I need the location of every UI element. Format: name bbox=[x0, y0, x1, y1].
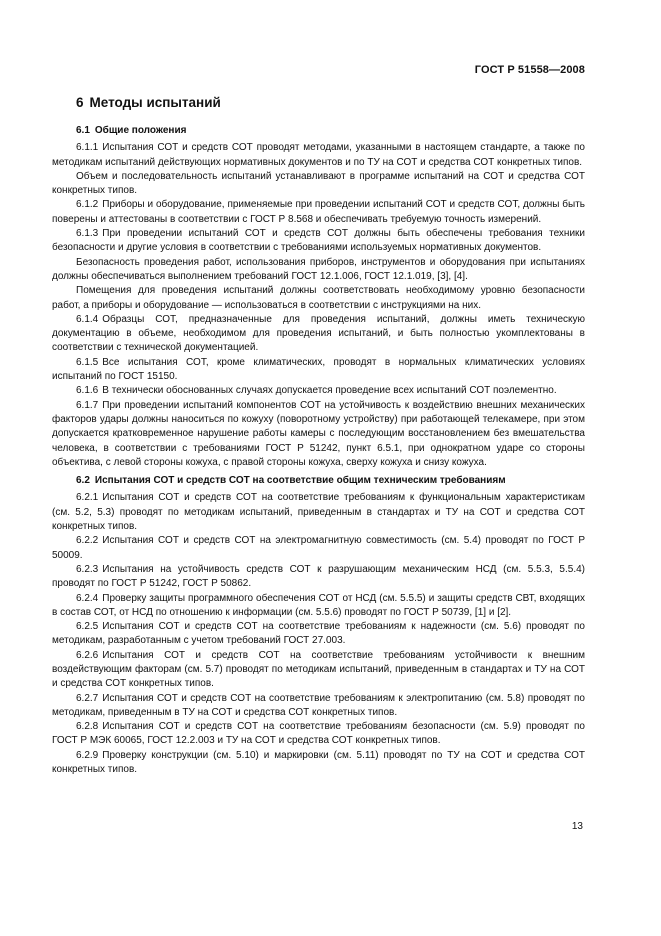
paragraph-text: В технически обоснованных случаях допускается проведение всех испытаний СОТ поэлементно. bbox=[102, 385, 557, 397]
paragraph bbox=[52, 141, 585, 170]
clause-number: 6.1.5 bbox=[76, 356, 99, 368]
paragraph bbox=[52, 384, 585, 398]
paragraph-text: Проверку конструкции (см. 5.10) и маркировки (см. 5.11) проводят по ТУ на СОТ и средства СОТ конкретных типов. bbox=[52, 749, 585, 776]
paragraph bbox=[52, 592, 585, 621]
page-number: 13 bbox=[571, 821, 583, 832]
paragraph bbox=[52, 563, 585, 592]
subsection-heading bbox=[52, 474, 585, 488]
subsection-number: 6.2 bbox=[76, 475, 90, 487]
paragraph-text: Испытания СОТ и средств СОТ на электромагнитную совместимость (см. 5.4) проводят по ГОСТ Р 50009. bbox=[52, 535, 585, 561]
paragraph-text: Испытания СОТ и средств СОТ на соответствие требованиям к функциональным характеристикам (см. 5.2, 5.3) проводят по методикам испытаний, приведенным в стандартах и ТУ на СОТ и средства СОТ конкретных типов. bbox=[52, 492, 585, 533]
paragraph bbox=[52, 399, 585, 470]
paragraph-text: Испытания СОТ и средств СОТ на соответствие требованиям устойчивости к внешним воздействующим факторам (см. 5.7) проводят по методикам испытаний, приведенным в стандартах и ТУ на СОТ и средства СОТ конкретных типов. bbox=[52, 649, 585, 690]
paragraph bbox=[52, 491, 585, 534]
clause-number: 6.2.2 bbox=[76, 535, 99, 547]
paragraph-text: Безопасность проведения работ, использования приборов, инструментов и оборудования при испытаниях должны обеспечиваться выполнением требований ГОСТ 12.1.006, ГОСТ 12.1.019, [3], [4]. bbox=[52, 256, 585, 282]
paragraph-text: Образцы СОТ, предназначенные для проведения испытаний, должны иметь техническую документацию в объеме, необходимом для проведения испытаний, и быть полностью укомплектованы в соответствии с технической документацией. bbox=[52, 313, 585, 354]
clause-number: 6.2.6 bbox=[76, 649, 99, 661]
paragraph bbox=[52, 198, 585, 227]
paragraph bbox=[52, 749, 585, 778]
paragraph-text: При проведении испытаний СОТ и средств СОТ должны быть обеспечены требования техники безопасности и другие условия в соответствии с требованиями используемых нормативных документов. bbox=[52, 228, 585, 254]
subsection-title: Испытания СОТ и средств СОТ на соответствие общим техническим требованиям bbox=[94, 475, 506, 487]
paragraph bbox=[52, 649, 585, 692]
clause-number: 6.2.7 bbox=[76, 692, 99, 704]
paragraph bbox=[52, 534, 585, 563]
paragraph-text: Испытания СОТ и средств СОТ на соответствие требованиям к электропитанию (см. 5.8) проводят по методикам, приведенным в ТУ на СОТ и средства СОТ конкретных типов. bbox=[52, 692, 585, 718]
document-body bbox=[52, 124, 585, 777]
paragraph bbox=[52, 170, 585, 199]
clause-number: 6.2.3 bbox=[76, 563, 99, 575]
paragraph-text: Объем и последовательность испытаний устанавливают в программе испытаний на СОТ и средства СОТ конкретных типов. bbox=[52, 170, 585, 197]
clause-number: 6.1.1 bbox=[76, 142, 99, 154]
section-number: 6 bbox=[76, 95, 84, 110]
paragraph-text: Испытания СОТ и средств СОТ на соответствие требованиям безопасности (см. 5.9) проводят по ГОСТ Р МЭК 60065, ГОСТ 12.2.003 и ТУ на СОТ и средства СОТ конкретных типов. bbox=[52, 721, 585, 747]
paragraph-text: Приборы и оборудование, применяемые при проведении испытаний СОТ и средств СОТ, должны быть поверены и аттестованы в соответствии с ГОСТ Р 8.568 и обеспечивать требуемую точность измерений. bbox=[52, 199, 585, 225]
paragraph-text: Испытания на устойчивость средств СОТ к разрушающим механическим НСД (см. 5.5.3, 5.5.4) проводят по ГОСТ Р 51242, ГОСТ Р 50862. bbox=[52, 563, 585, 590]
subsection-title: Общие положения bbox=[94, 125, 187, 136]
clause-number: 6.2.9 bbox=[76, 749, 99, 761]
paragraph-text: Все испытания СОТ, кроме климатических, проводят в нормальных климатических условиях испытаний по ГОСТ 15150. bbox=[52, 356, 585, 383]
paragraph bbox=[52, 313, 585, 356]
clause-number: 6.2.5 bbox=[76, 621, 99, 633]
document-header: ГОСТ Р 51558—2008 bbox=[474, 64, 585, 76]
section-heading bbox=[76, 95, 221, 110]
clause-number: 6.2.4 bbox=[76, 592, 99, 604]
paragraph-text: Помещения для проведения испытаний должны соответствовать необходимому уровню безопасности работ, а приборы и оборудование — использоваться в соответствии с инструкциями на них. bbox=[52, 285, 585, 311]
paragraph-text: Испытания СОТ и средств СОТ на соответствие требованиям к надежности (см. 5.6) проводят по методикам, разработанным с учетом требований ГОСТ 27.003. bbox=[52, 621, 585, 647]
clause-number: 6.1.6 bbox=[76, 385, 99, 397]
section-title-text: Методы испытаний bbox=[89, 95, 221, 110]
paragraph-text: Проверку защиты программного обеспечения СОТ от НСД (см. 5.5.5) и защиты средств СВТ, входящих в состав СОТ, от НСД по отношению к информации (см. 5.5.6) проводят по ГОСТ Р 50739, [1] и [2]. bbox=[52, 592, 585, 618]
clause-number: 6.1.4 bbox=[76, 313, 99, 325]
clause-number: 6.1.2 bbox=[76, 199, 99, 211]
paragraph bbox=[52, 692, 585, 721]
clause-number: 6.2.8 bbox=[76, 721, 99, 733]
subsection-number: 6.1 bbox=[76, 125, 90, 136]
paragraph-text: Испытания СОТ и средств СОТ проводят методами, указанными в настоящем стандарте, а также по методикам испытаний действующих нормативных документов и по ТУ на СОТ и средства СОТ конкретных типов. bbox=[52, 142, 585, 168]
paragraph bbox=[52, 720, 585, 749]
clause-number: 6.1.7 bbox=[76, 399, 99, 411]
clause-number: 6.2.1 bbox=[76, 492, 99, 504]
subsection-heading bbox=[52, 124, 585, 138]
paragraph bbox=[52, 284, 585, 313]
paragraph bbox=[52, 227, 585, 256]
paragraph bbox=[52, 620, 585, 649]
clause-number: 6.1.3 bbox=[76, 228, 99, 240]
paragraph-text: При проведении испытаний компонентов СОТ на устойчивость к воздействию внешних механических факторов удары должны наноситься по кожуху (поворотному устройству) при работающей телекамере, при этом допускается кратковременное нарушение работы камеры с последующим восстановлением без вмешательства человека, в соответствии с требованиями ГОСТ Р 51242, пункт 6.5.1, при однократном ударе со стороны объектива, с левой стороны кожуха, с правой стороны кожуха, сверху кожуха и снизу кожуха. bbox=[52, 399, 585, 468]
paragraph bbox=[52, 356, 585, 385]
paragraph bbox=[52, 256, 585, 285]
